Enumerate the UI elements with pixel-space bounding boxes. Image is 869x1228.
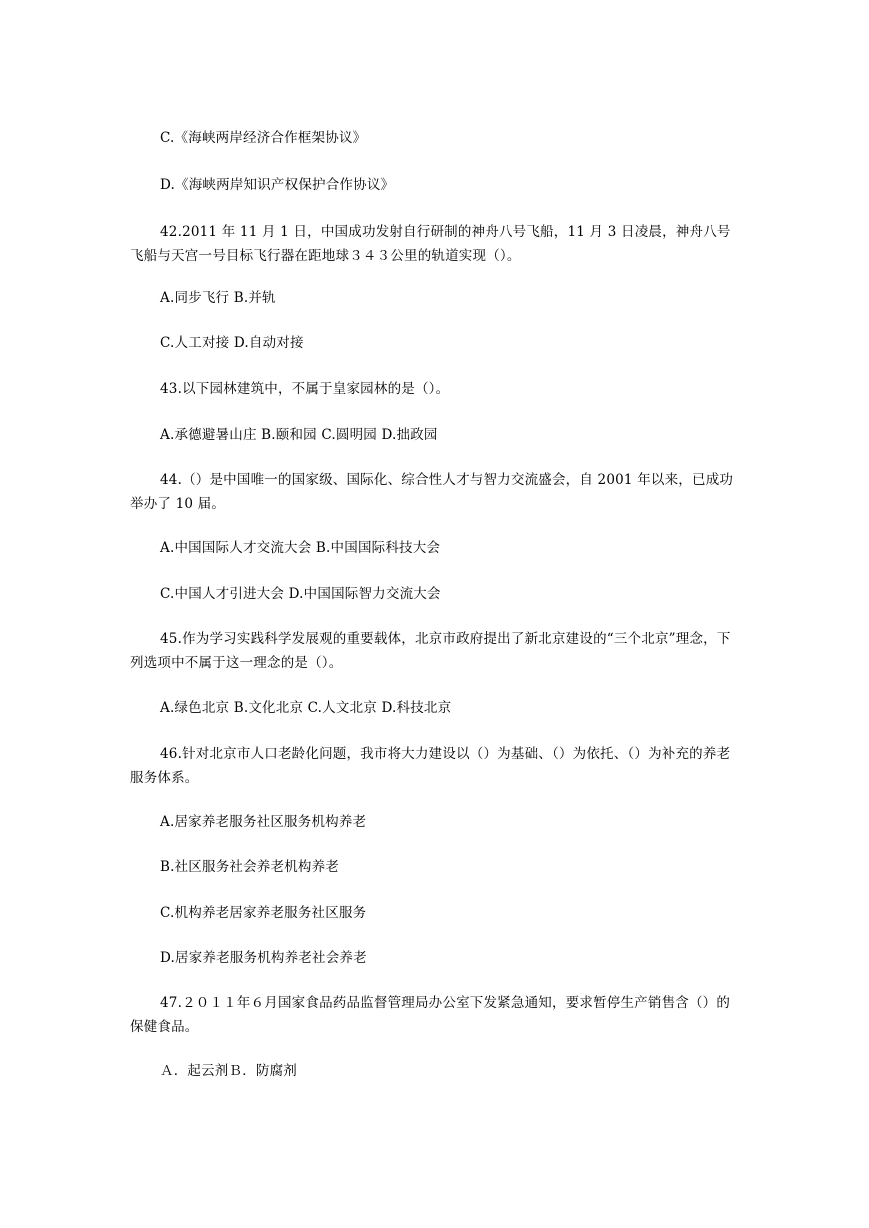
option-line: A.承德避暑山庄 B.颐和园 C.圆明园 D.拙政园 — [160, 427, 438, 443]
option-line: A.中国国际人才交流大会 B.中国国际科技大会 — [160, 540, 441, 556]
option-line: A.绿色北京 B.文化北京 C.人文北京 D.科技北京 — [160, 700, 452, 716]
question-46: 46.针对北京市人口老龄化问题，我市将大力建设以（）为基础、（）为依托、（）为补充的养老服务体系。 — [130, 746, 731, 786]
question-42: 42.2011 年 11 月 1 日，中国成功发射自行研制的神舟八号飞船，11 月 3 日凌晨，神舟八号飞船与天宫一号目标飞行器在距地球３４３公里的轨道实现（）。 — [130, 224, 731, 264]
option-line: A.居家养老服务社区服务机构养老 — [160, 814, 367, 830]
question-44: 44.（）是中国唯一的国家级、国际化、综合性人才与智力交流盛会，自 2001 年以来，已成功举办了 10 届。 — [130, 472, 734, 512]
option-line: Ａ．起云剂Ｂ．防腐剂 — [160, 1063, 297, 1079]
option-line: C.机构养老居家养老服务社区服务 — [160, 905, 367, 921]
option-line: C.《海峡两岸经济合作框架协议》 — [160, 130, 367, 146]
option-line: B.社区服务社会养老机构养老 — [160, 859, 340, 875]
question-47: 47.２０１１年６月国家食品药品监督管理局办公室下发紧急通知，要求暂停生产销售含（）的保健食品。 — [130, 995, 731, 1035]
question-43: 43.以下园林建筑中，不属于皇家园林的是（）。 — [160, 381, 450, 397]
question-45: 45.作为学习实践科学发展观的重要载体，北京市政府提出了新北京建设的“三个北京”理念，下列选项中不属于这一理念的是（）。 — [130, 631, 731, 671]
option-line: A.同步飞行 B.并轨 — [160, 290, 276, 306]
option-line: D.居家养老服务机构养老社会养老 — [160, 950, 367, 966]
option-line: C.中国人才引进大会 D.中国国际智力交流大会 — [160, 586, 441, 602]
option-line: D.《海峡两岸知识产权保护合作协议》 — [160, 177, 395, 193]
option-line: C.人工对接 D.自动对接 — [160, 335, 304, 351]
